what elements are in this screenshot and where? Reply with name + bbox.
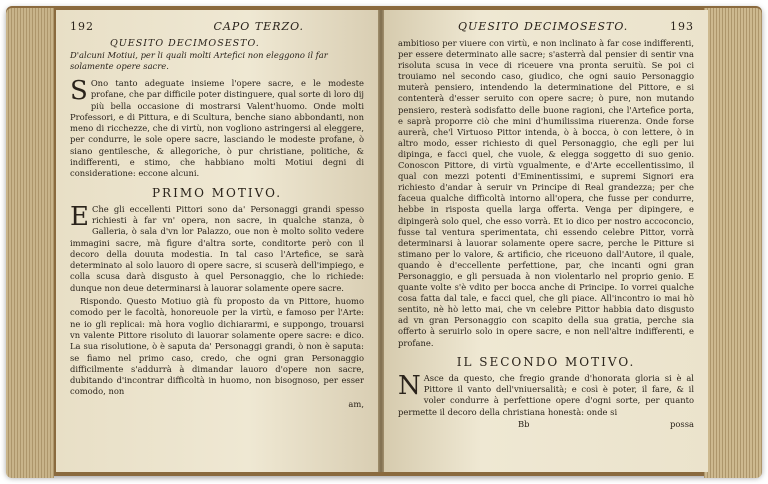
section-subtitle: D'alcuni Motiui, per li quali molti Artefici non eleggono il far solamente opere sacre. (70, 50, 328, 71)
intro-paragraph (70, 78, 364, 180)
right-page-edges (704, 8, 762, 478)
section-title: QUESITO DECIMOSESTO. (110, 38, 260, 49)
signature-mark: Bb (518, 418, 530, 429)
left-page (56, 10, 378, 472)
primo-motivo-drop-cap: E (70, 201, 89, 232)
primo-motivo-text: Che gli eccellenti Pittori sono da' Personaggi grandi spesso richiesti à far vn' opera, non sacre, in qualche stanza, ò Galleria, ò sala d'vn lor Palazzo, oue non è molto solito vedere immagini sacre, mà figure d'altra sorte, conditorte però con il decoro della douuta modestia. In tal caso l'Artefice, se sarà determinato al solo lauoro di opere sacre, si scuserà dell'impiego, e colla scusa darà disgusto à quel Personaggio, che lo richiede: dunque non deue determinarsi à lauorar solamente opere sacre. (70, 203, 364, 293)
primo-motivo-heading: PRIMO MOTIVO. (151, 185, 283, 200)
intro-drop-cap: S (70, 76, 88, 106)
right-catchword: possa (670, 418, 694, 429)
secondo-motivo-drop-cap: N (398, 370, 421, 401)
right-page-footer (398, 419, 694, 429)
left-running-head (70, 20, 364, 38)
primo-motivo-paragraph (70, 201, 364, 294)
right-continuation-paragraph: ambitioso per viuere con virtù, e non inclinato à far cose indifferenti, per essere determinato alle sacre; s'asterrà dal pensier di sentir vna risoluta scusa in vece di riceuere vna pronta seruitù. Se poi ci trouiamo nel secondo caso, giudico, che ogni sauio Personaggio muterà pensiero, intendendo la determinatione del Pittore, e si contenterà d'esser seruito con opere sacre; ò pure, non mutando pensiero, resterà sodisfatto delle buone ragioni, che l'Artefice porta, e saprà proporre ciò che mini d'humilissima riuerenza. Onde forse aurerà, che'l Virtuoso Pittor intenda, ò à bocca, ò con lettere, ò in altro modo, esser richiesto di quel Personaggio, che egli per lui dipinga, e facci quel, che vuole, & elegga soggetto di suo genio. Conoscon Pittore, di virtù vgualmente, e d'Arte eccellentissimo, il qual con mezzi potenti d'Eminentissimi, e supremi Signori era richiesto d'andar à seruir vn Principe di Real grandezza; per che faceua qualche difficoltà intorno all'opera, che fusse per condurre, hebbe in risposta quella larga offerta. Venga per dipingere, e dipingerà solo quel, che esso vorrà. Et io dico per nostro accoconcio, fusse tal ventura sperimentata, chi essendo celebre Pittor, vorrà determinarsi à lauorar solamente opere sacre, perche le Pitture si stimano per lo valore, & artificio, che riceuono dall'Autore, il quale, quando è d'eccellente perfettione, par, che incanti ogni gran Personaggio, e gli persuada à non violentarlo nel proprio genio. E quante volte s'è vdito per bocca anche di Principe. Io vorrei qualche cosa fatta dal tale, e facci quel, che gli piace. All'incontro io mai hò sentito, nè hò letto mai, che vn celebre Pittor habbia dato disgusto ad vn gran Personaggio con scapito della sua gratia, perche sia offerto à seruirlo solo in opere sacre, e non nell'altre indifferenti, e profane. (398, 38, 694, 348)
left-catchword: am, (348, 398, 364, 409)
left-running-title: CAPO TERZO. (213, 20, 304, 33)
right-page-number: 193 (670, 20, 694, 33)
left-page-number: 192 (70, 20, 94, 33)
secondo-motivo-paragraph (398, 370, 694, 418)
left-page-edges (6, 8, 54, 478)
intro-text: Ono tanto adeguate insieme l'opere sacre, e le modeste profane, che par difficile poter distinguere, qual sorte di loro dij più bella occasione di mostrarsi Valent'huomo. Onde molti Professori, e di Pittura, e di Scultura, benche siano abbondanti, non meno di ricchezze, che di virtù, non vogliono astringersi al eleggere, per condurre, le sole opere sacre, lasciando le modeste profane, ò siano gentilesche, & allegoriche, ò pur christiane, politiche, & indifferenti, e stimo, che habbiano molti Motiui degni di consideratione: eccone alcuni. (70, 78, 364, 179)
reply-paragraph: Rispondo. Questo Motiuo già fù proposto da vn Pittore, huomo comodo per le facoltà, honoreuole per la virtù, e famoso per l'Arte: ne io gli replicai: mà hora voglio dichiararmi, e suppongo, trouarsi vn valente Pittore risoluto di lauorar solamente opere sacre: e dico. La sua risolutione, ò è saputa da' Personaggi grandi, ò non è saputa: se fiamo nel primo caso, credo, che ogni gran Personaggio difficilmente s'addurrà à dimandar lauoro d'opere non sacre, dubitando d'incontrar difficoltà in huomo, non bisognoso, per esser comodo, non (70, 296, 364, 397)
right-running-title: QUESITO DECIMOSESTO. (458, 20, 629, 33)
secondo-motivo-heading: IL SECONDO MOTIVO. (456, 354, 636, 369)
left-page-footer (70, 399, 364, 409)
right-page (384, 10, 708, 472)
right-running-head (398, 20, 694, 38)
secondo-motivo-text: Asce da questo, che fregio grande d'honorata gloria si è al Pittore il vanto dell'vniuersalità; e così è poter, il fare, & il voler condurre à perfettione opere d'ogni sorte, per quanto permette il decoro della christiana honestà: onde si (398, 372, 694, 417)
